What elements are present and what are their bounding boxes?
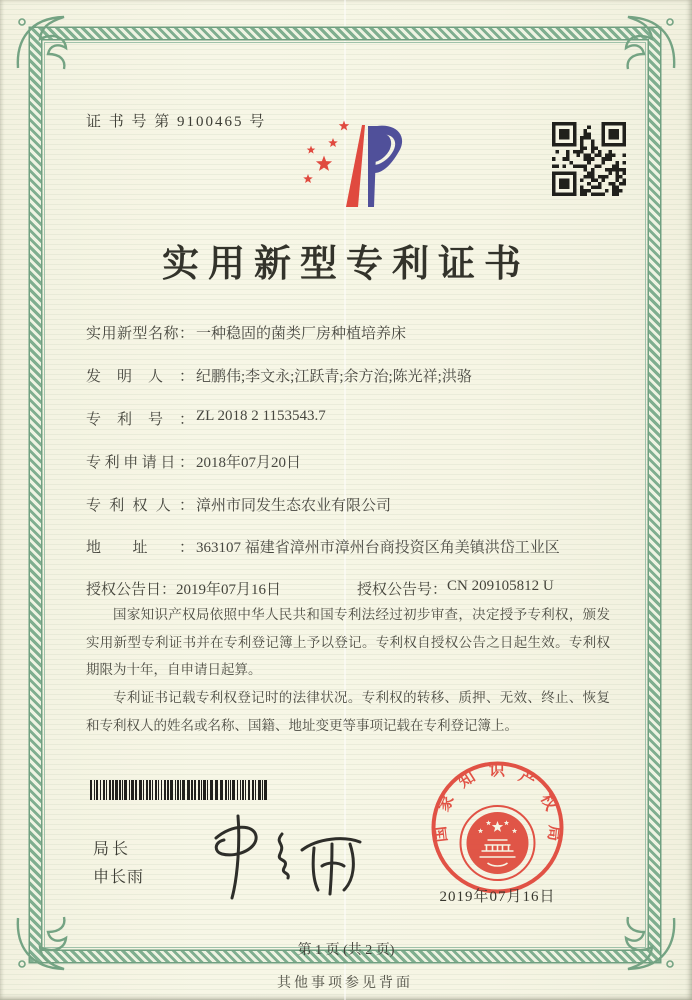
barcode: [90, 780, 268, 800]
cnipa-logo-icon: [298, 113, 414, 217]
qr-code: [552, 122, 626, 196]
corner-flourish-icon: [620, 12, 678, 70]
field-value: ZL 2018 2 1153543.7: [196, 408, 326, 424]
grant-date-value: 2019年07月16日: [176, 582, 282, 598]
seal-text: 国家知识产权局: [432, 762, 563, 844]
seal-date: 2019年07月16日: [439, 889, 556, 905]
field-row-patentee: [86, 494, 391, 515]
field-row-filing-date: [86, 451, 301, 472]
field-value: 一种稳固的菌类厂房种植培养床: [196, 326, 407, 342]
field-value: 纪鹏伟;李文永;江跃青;余方治;陈光祥;洪骆: [196, 369, 472, 385]
official-seal: [425, 755, 570, 900]
corner-flourish-icon: [14, 12, 72, 70]
field-label: 地址：: [86, 540, 194, 556]
field-label: 实用新型名称：: [86, 326, 194, 342]
grant-no-label: 授权公告号：: [357, 582, 448, 598]
grant-date-label: 授权公告日：: [86, 582, 177, 598]
national-emblem-icon: [461, 806, 535, 880]
field-label: 发明人：: [86, 369, 194, 385]
certificate-title: 实用新型专利证书: [162, 244, 530, 285]
grant-row: [86, 578, 608, 599]
director-name: 申长雨: [93, 869, 145, 886]
legal-paragraph-1: 国家知识产权局依照中华人民共和国专利法经过初步审查，决定授予专利权，颁发实用新型专利证书并在专利登记簿上予以登记。专利权自授权公告之日起生效。专利权期限为十年，自申请日起算。: [86, 607, 610, 678]
legal-paragraph-2: 专利证书记载专利权登记时的法律状况。专利权的转移、质押、无效、终止、恢复和专利权人的姓名或名称、国籍、地址变更等事项记载在专利登记簿上。: [86, 690, 610, 733]
grant-no-value: CN 209105812 U: [447, 578, 554, 594]
field-value: 漳州市同发生态农业有限公司: [196, 498, 392, 514]
field-row-address: [86, 536, 560, 557]
field-label: 专利权人：: [86, 498, 194, 514]
field-value: 2018年07月20日: [196, 455, 302, 471]
back-side-note: 其他事项参见背面: [277, 976, 413, 991]
director-title: 局长: [93, 841, 132, 858]
director-signature: [198, 810, 368, 902]
page-number: 第 1 页 (共 2 页): [297, 943, 395, 958]
logo-p-mark: [346, 125, 402, 207]
certificate-number: 证 书 号 第 9100465 号: [86, 114, 267, 130]
field-label: 专利申请日：: [86, 455, 194, 471]
field-row-patent-no: [86, 408, 326, 429]
field-label: 专利号：: [86, 412, 194, 428]
field-row-inventors: [86, 365, 472, 386]
field-row-name: [86, 322, 406, 343]
field-value: 363107 福建省漳州市漳州台商投资区角美镇洪岱工业区: [196, 540, 560, 556]
legal-text: [86, 601, 610, 739]
spacer: [281, 578, 357, 599]
